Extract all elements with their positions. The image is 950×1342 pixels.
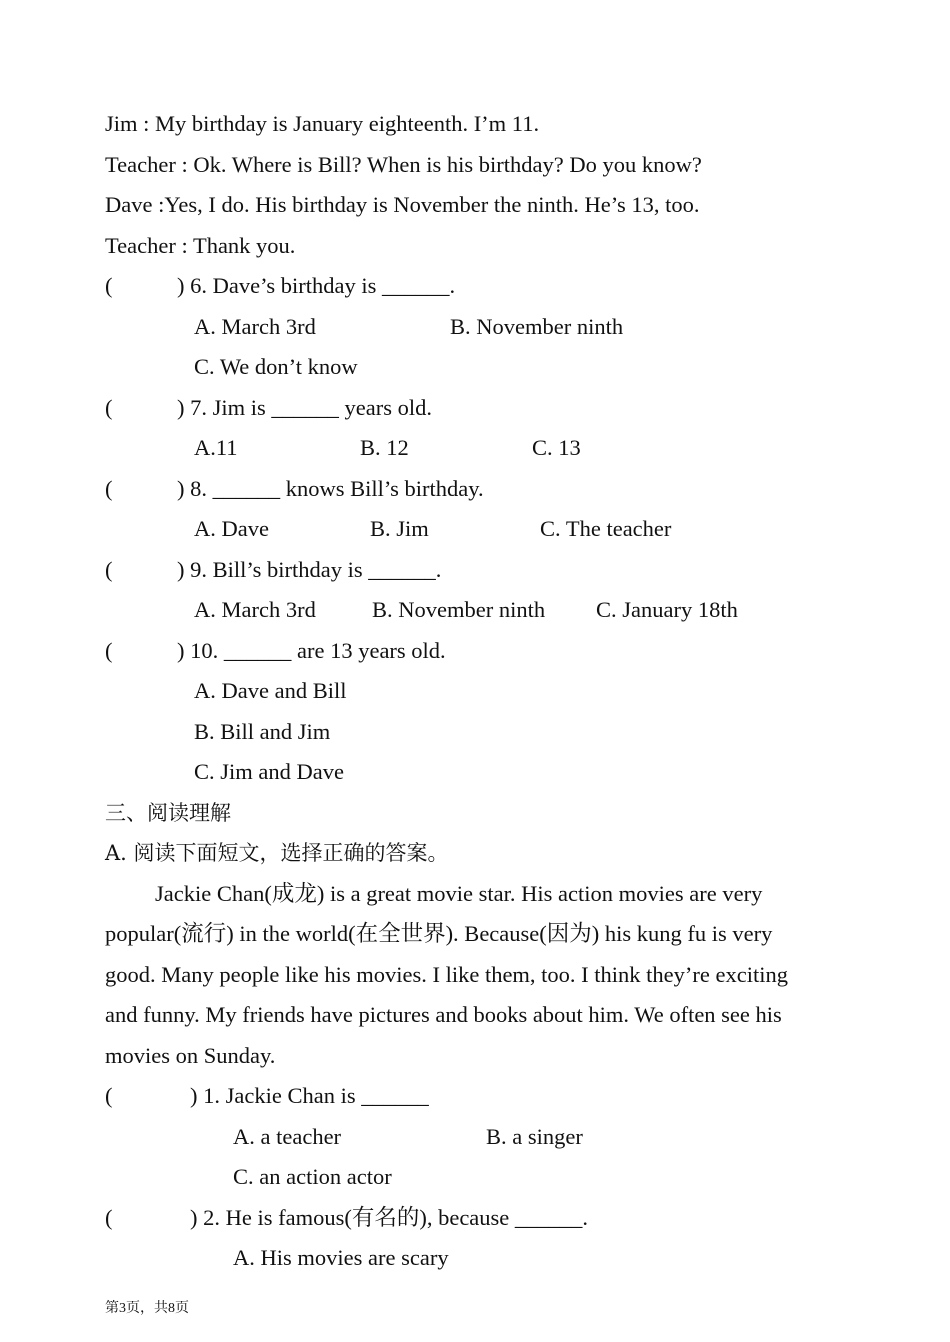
answer-blank[interactable]: ( (105, 273, 113, 298)
q7-option-a: A.11 (194, 435, 238, 460)
r2-option-a: A. His movies are scary (233, 1245, 449, 1270)
q9-option-b: B. November ninth (372, 597, 546, 622)
page-footer: 第3页，共8页 (105, 1301, 189, 1316)
q8-option-b: B. Jim (370, 516, 429, 541)
answer-blank[interactable]: ( (105, 395, 113, 420)
question-7 (105, 394, 432, 422)
reading-question-2-text: ) 2. He is famous(有名的), because ______. (190, 1205, 589, 1230)
reading-question-1-text: ) 1. Jackie Chan is ______ (190, 1083, 429, 1108)
reading-question-1 (105, 1082, 429, 1110)
passage-line-2: popular(流行) in the world(在全世界). Because(因为) his kung fu is very (105, 921, 773, 946)
question-10-text: ) 10. ______ are 13 years old. (177, 638, 446, 663)
dialogue-line-1: Jim : My birthday is January eighteenth. I’m 11. (105, 111, 540, 136)
r1-option-b: B. a singer (486, 1124, 583, 1149)
section-title: 三、阅读理解 (105, 801, 231, 825)
q8-option-c: C. The teacher (540, 516, 672, 541)
question-8-text: ) 8. ______ knows Bill’s birthday. (177, 476, 484, 501)
q10-option-c: C. Jim and Dave (194, 759, 344, 784)
passage-line-5: movies on Sunday. (105, 1043, 276, 1068)
question-6 (105, 272, 455, 300)
q9-option-a: A. March 3rd (194, 597, 316, 622)
question-9 (105, 556, 441, 584)
dialogue-line-4: Teacher : Thank you. (105, 233, 296, 258)
reading-question-2 (105, 1204, 588, 1232)
q6-option-c: C. We don’t know (194, 354, 358, 379)
question-10 (105, 637, 446, 665)
passage-line-4: and funny. My friends have pictures and books about him. We often see his (105, 1002, 782, 1027)
subsection-a-title: A. 阅读下面短文，选择正确的答案。 (105, 841, 449, 865)
question-6-text: ) 6. Dave’s birthday is ______. (177, 273, 456, 298)
passage-line-1: Jackie Chan(成龙) is a great movie star. His action movies are very (155, 881, 763, 906)
q10-option-a: A. Dave and Bill (194, 678, 347, 703)
r1-option-c: C. an action actor (233, 1164, 392, 1189)
q7-option-b: B. 12 (360, 435, 409, 460)
q8-option-a: A. Dave (194, 516, 269, 541)
q7-option-c: C. 13 (532, 435, 581, 460)
answer-blank[interactable]: ( (105, 557, 113, 582)
q6-option-b: B. November ninth (450, 314, 624, 339)
q10-option-b: B. Bill and Jim (194, 719, 331, 744)
r1-option-a: A. a teacher (233, 1124, 342, 1149)
answer-blank[interactable]: ( (105, 1083, 113, 1108)
answer-blank[interactable]: ( (105, 638, 113, 663)
dialogue-line-2: Teacher : Ok. Where is Bill? When is his birthday? Do you know? (105, 152, 702, 177)
question-7-text: ) 7. Jim is ______ years old. (177, 395, 432, 420)
q9-option-c: C. January 18th (596, 597, 738, 622)
q6-option-a: A. March 3rd (194, 314, 316, 339)
passage-line-3: good. Many people like his movies. I like them, too. I think they’re exciting (105, 962, 788, 987)
answer-blank[interactable]: ( (105, 1205, 113, 1230)
answer-blank[interactable]: ( (105, 476, 113, 501)
dialogue-line-3: Dave :Yes, I do. His birthday is November the ninth. He’s 13, too. (105, 192, 700, 217)
question-9-text: ) 9. Bill’s birthday is ______. (177, 557, 442, 582)
question-8 (105, 475, 484, 503)
